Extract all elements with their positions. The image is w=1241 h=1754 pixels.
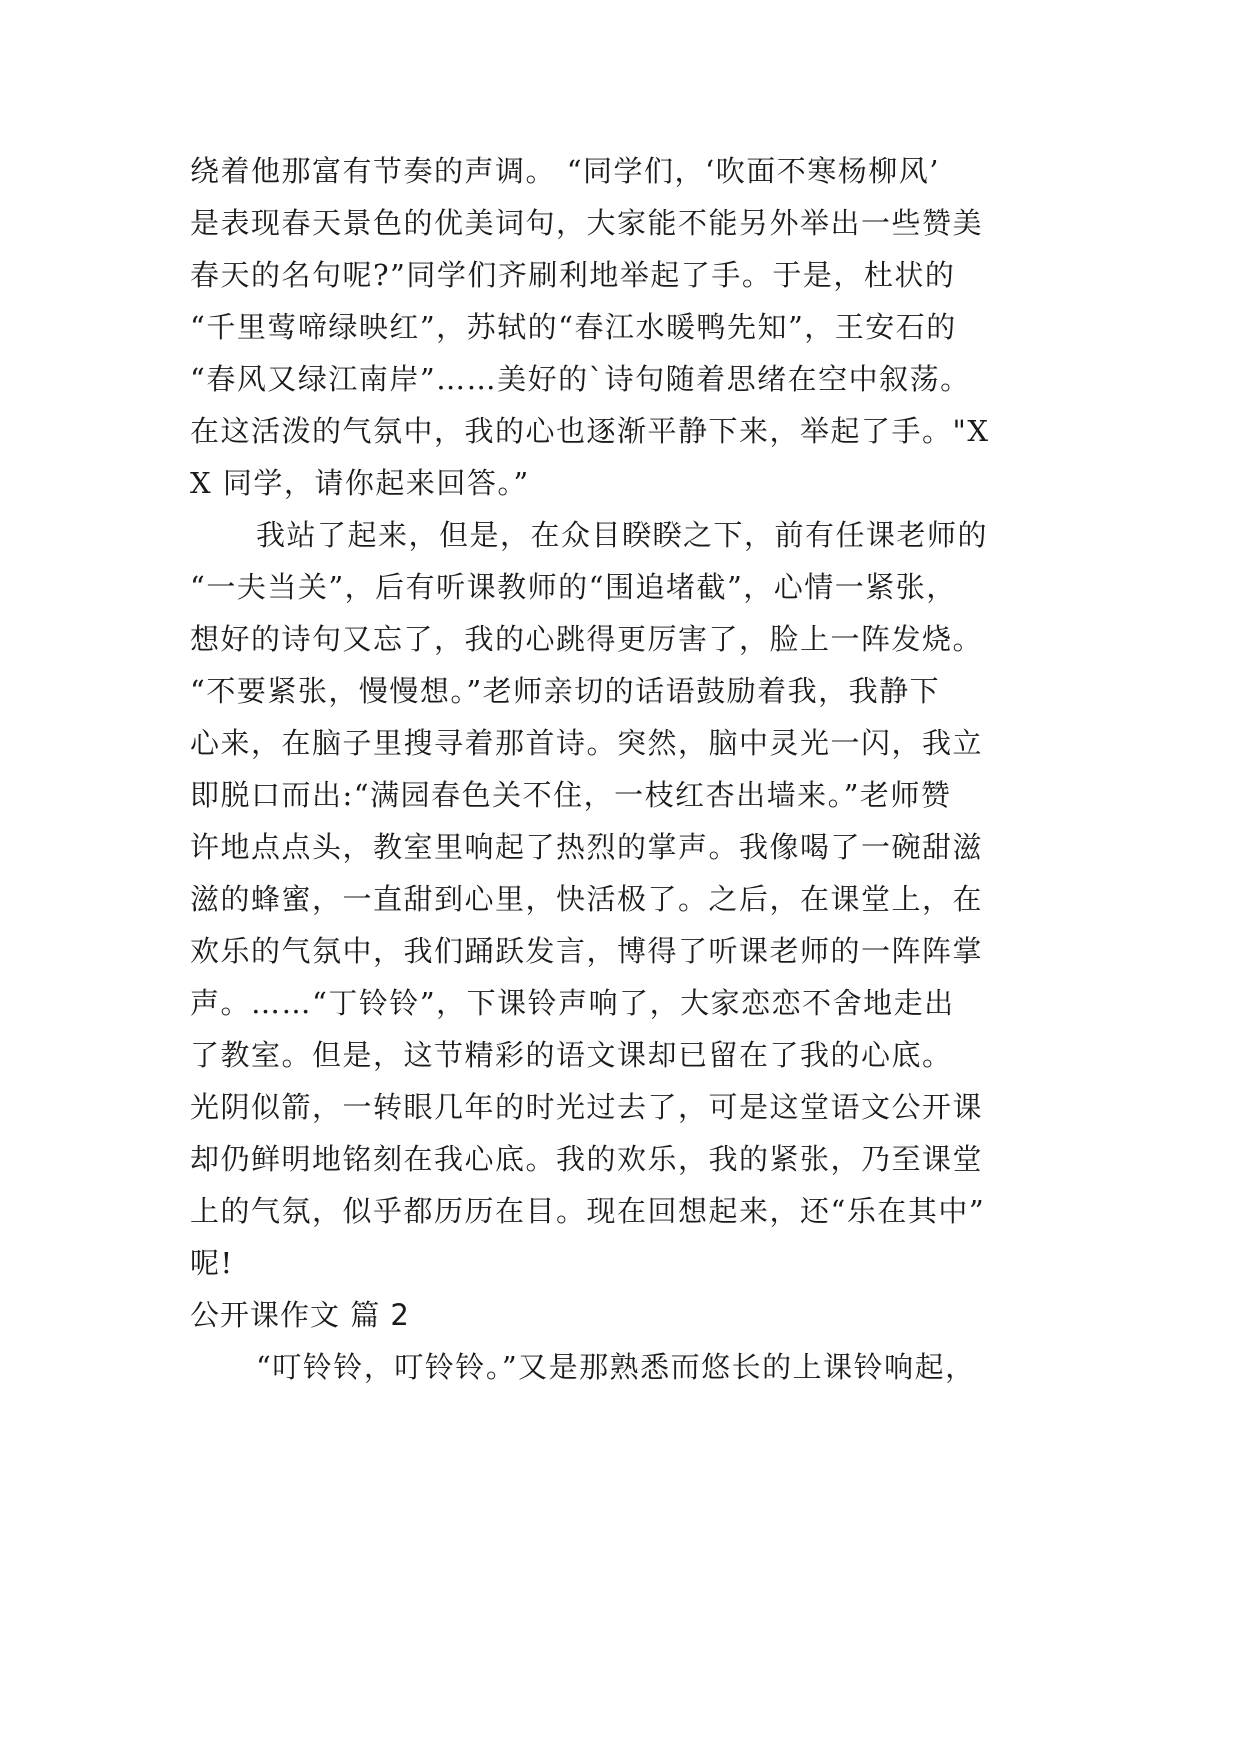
- text-line: 许地点点头，教室里响起了热烈的掌声。我像喝了一碗甜滋: [190, 830, 984, 864]
- text-line: 即脱口而出:“满园春色关不住，一枝红杏出墙来。”老师赞: [190, 778, 952, 812]
- text-line: 绕着他那富有节奏的声调。 “同学们，‘吹面不寒杨柳风’: [190, 154, 940, 188]
- text-line: X 同学，请你起来回答。”: [190, 466, 530, 500]
- text-line: 上的气氛，似乎都历历在目。现在回想起来，还“乐在其中”: [190, 1194, 986, 1228]
- text-line: 声。……“丁铃铃”，下课铃声响了，大家恋恋不舍地走出: [190, 986, 955, 1020]
- text-line: “不要紧张，慢慢想。”老师亲切的话语鼓励着我，我静下: [190, 674, 941, 708]
- text-line: “一夫当关”，后有听课教师的“围追堵截”，心情一紧张，: [190, 570, 957, 604]
- text-line: 想好的诗句又忘了，我的心跳得更厉害了，脸上一阵发烧。: [190, 622, 984, 656]
- text-line: “千里莺啼绿映红”，苏轼的“春江水暖鸭先知”，王安石的: [190, 310, 957, 344]
- text-line: 呢!: [190, 1246, 234, 1280]
- section-heading: 公开课作文 篇 2: [190, 1298, 410, 1332]
- text-line: 滋的蜂蜜，一直甜到心里，快活极了。之后，在课堂上，在: [190, 882, 984, 916]
- text-line: 春天的名句呢?”同学们齐刷利地举起了手。于是，杜状的: [190, 258, 956, 292]
- text-line: 光阴似箭，一转眼几年的时光过去了，可是这堂语文公开课: [190, 1090, 984, 1124]
- text-line: 却仍鲜明地铭刻在我心底。我的欢乐，我的紧张，乃至课堂: [190, 1142, 984, 1176]
- text-line: 心来，在脑子里搜寻着那首诗。突然，脑中灵光一闪，我立: [190, 726, 984, 760]
- text-line: 欢乐的气氛中，我们踊跃发言，博得了听课老师的一阵阵掌: [190, 934, 984, 968]
- paragraph-first-line: “叮铃铃，叮铃铃。”又是那熟悉而悠长的上课铃响起，: [256, 1350, 976, 1384]
- text-line: “春风又绿江南岸”……美好的`诗句随着思绪在空中叙荡。: [190, 362, 971, 396]
- paragraph-first-line: 我站了起来，但是，在众目睽睽之下，前有任课老师的: [256, 518, 989, 552]
- text-line: 了教室。但是，这节精彩的语文课却已留在了我的心底。: [190, 1038, 953, 1072]
- text-line: 是表现春天景色的优美词句，大家能不能另外举出一些赞美: [190, 206, 984, 240]
- text-line: 在这活泼的气氛中，我的心也逐渐平静下来，举起了手。"X: [190, 414, 990, 448]
